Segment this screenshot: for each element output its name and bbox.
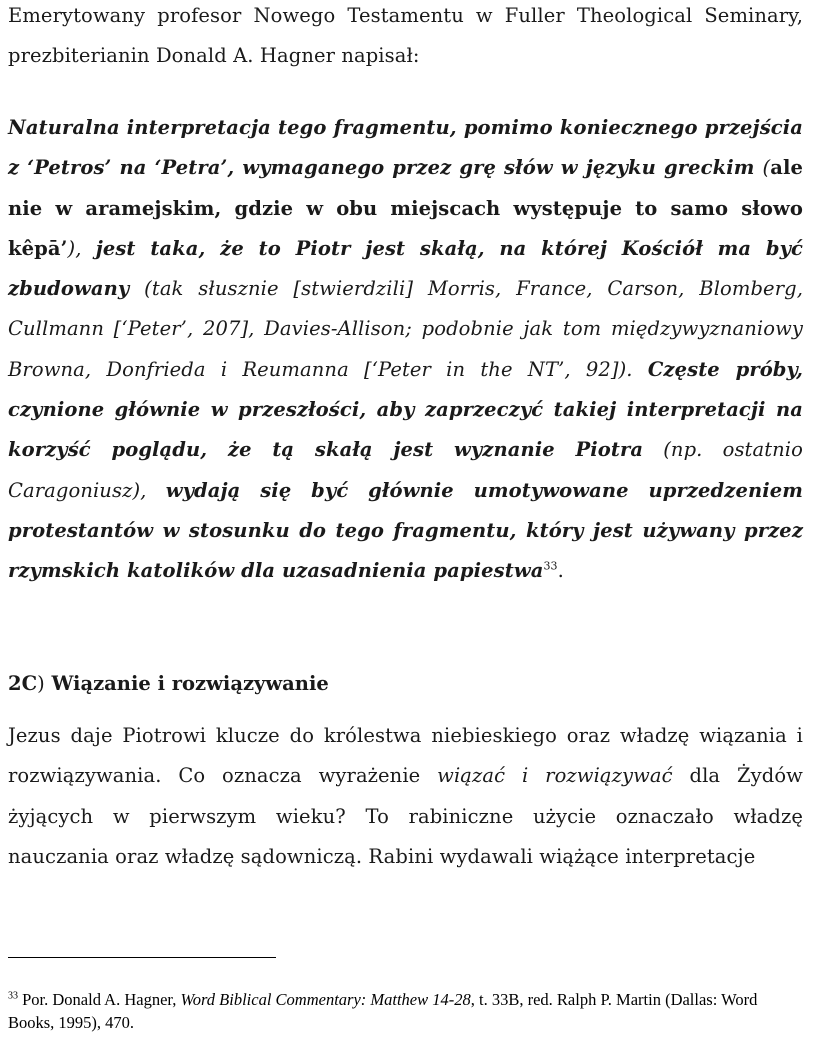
quote-bold-4: wydają się być głównie umotywowane uprzedzeniem protestantów w stosunku do tego fragmentu, który jest używany przez rzymskich katolików dla uzasadnienia papiestwa (8, 478, 803, 583)
section-paren: ) (37, 672, 45, 695)
footnote-separator (8, 957, 276, 958)
quote-caragonius: (np. ostatnio Caragoniusz), (8, 438, 803, 502)
hagner-quote (8, 108, 803, 592)
footnote-reference[interactable]: 33 (543, 559, 558, 573)
section-number: 2C (8, 672, 38, 695)
quote-paren-open: ( (762, 156, 771, 180)
quote-bold-3: Częste próby, czynione głównie w przeszłości, aby zaprzeczyć takiej interpretacji na korzyść poglądu, że tą skałą jest wyznanie Piotra (8, 357, 803, 462)
quote-end: . (557, 559, 564, 583)
section-title: Wiązanie i rozwiązywanie (44, 672, 329, 695)
footnote-number: 33 (8, 990, 18, 1002)
quote-citations: (tak słusznie [stwierdzili] Morris, France, Carson, Blomberg, Cullmann [‘Peter’, 207], Davies-Allison; podobnie jak tom międzywyznaniowy Browna, Donfrieda i Reumanna [‘Peter in the NT’, 92]). (8, 277, 803, 381)
section-heading (8, 664, 329, 704)
quote-bold-1: Naturalna interpretacja tego fragmentu, pomimo koniecznego przejścia z ‘Petros’ na ‘Petra’, wymaganego przez grę słów w języku greckim (8, 116, 803, 180)
quote-bold-upright: ale nie w aramejskim, gdzie w obu miejscach występuje to samo słowo kêpā’ (8, 156, 803, 260)
keys-paragraph (8, 716, 803, 877)
footnote (8, 988, 803, 1034)
footnote-book-title: Word Biblical Commentary: Matthew 14-28 (180, 990, 471, 1009)
quote-bold-2: jest taka, że to Piotr jest skałą, na której Kościół ma być zbudowany (8, 236, 803, 301)
quote-paren-close: ), (67, 236, 96, 260)
footnote-text-1: Por. Donald A. Hagner, (18, 990, 181, 1009)
keys-text-1: Jezus daje Piotrowi klucze do królestwa niebieskiego oraz władzę wiązania i rozwiązywania. Co oznacza wyrażenie (8, 724, 803, 788)
keys-text-2: dla Żydów żyjących w pierwszym wieku? To rabiniczne użycie oznaczało władzę nauczania oraz władzę sądowniczą. Rabini wydawali wiążące interpretacje (8, 764, 803, 868)
footnote-text-2: , t. 33B, red. Ralph P. Martin (Dallas: Word Books, 1995), 470. (8, 990, 758, 1032)
keys-italic-phrase: wiązać i rozwiązywać (437, 764, 673, 788)
intro-paragraph: Emerytowany profesor Nowego Testamentu w Fuller Theological Seminary, prezbiterianin Donald A. Hagner napisał: (8, 4, 803, 68)
